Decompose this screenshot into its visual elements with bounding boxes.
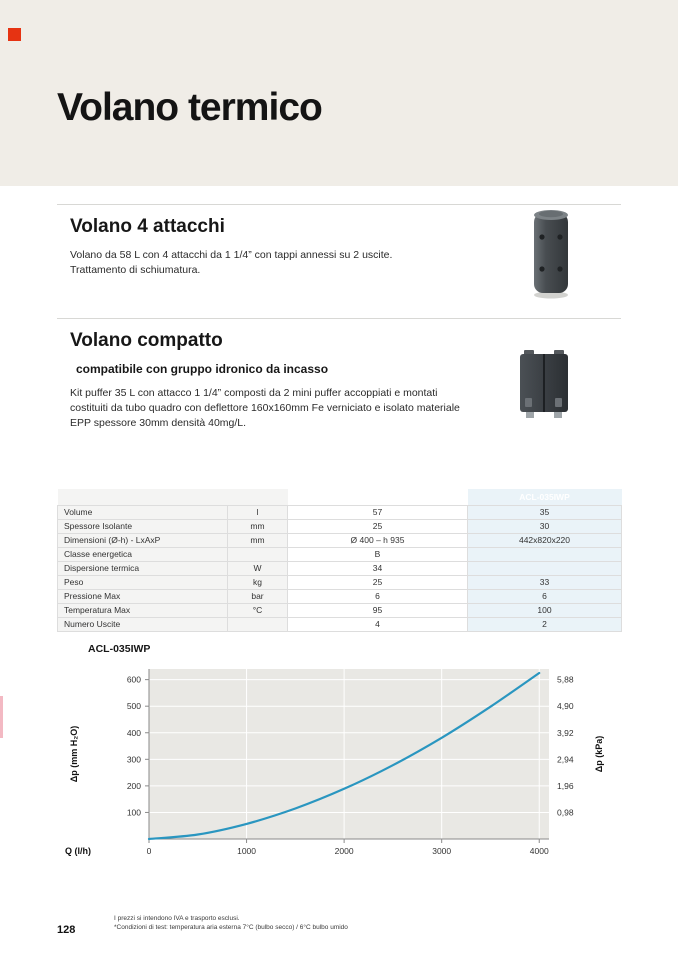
spec-cell-val2: 100 — [468, 603, 622, 617]
svg-text:2,94: 2,94 — [557, 754, 574, 765]
page-number: 128 — [57, 924, 76, 936]
section-body-line: Trattamento di schiumatura. — [70, 264, 201, 276]
spec-cell-unit: W — [228, 561, 288, 575]
svg-text:1,96: 1,96 — [557, 780, 574, 791]
spec-table-row — [58, 561, 622, 575]
spec-cell-unit — [228, 617, 288, 631]
spec-header-empty-label — [58, 489, 228, 505]
spec-header-acl035: ACL-035IWP — [468, 489, 622, 505]
svg-text:2000: 2000 — [334, 846, 354, 856]
section-divider — [57, 318, 621, 319]
spec-cell-label: Peso — [58, 575, 228, 589]
section-subtitle: compatibile con gruppo idronico da incasso — [76, 362, 329, 376]
section-title: Volano 4 attacchi — [70, 216, 225, 237]
svg-text:5,88: 5,88 — [557, 674, 574, 685]
page-title: Volano termico — [57, 86, 322, 129]
spec-table-row — [58, 589, 622, 603]
tank-product-image — [530, 205, 572, 301]
svg-text:600: 600 — [126, 674, 141, 685]
section-body-line: Volano da 58 L con 4 attacchi da 1 1/4” con tappi annessi su 2 uscite. — [70, 249, 393, 261]
spec-cell-val: 34 — [288, 561, 468, 575]
spec-header-acl050: ACL-050WP — [288, 489, 468, 505]
spec-cell-val2: 33 — [468, 575, 622, 589]
spec-cell-unit — [228, 547, 288, 561]
spec-table — [57, 489, 622, 632]
chart-title: ACL-035IWP — [88, 643, 151, 655]
spec-cell-val2: 30 — [468, 519, 622, 533]
section-title: Volano compatto — [70, 330, 223, 351]
spec-cell-unit: bar — [228, 589, 288, 603]
spec-cell-label: Spessore Isolante — [58, 519, 228, 533]
svg-text:3,92: 3,92 — [557, 727, 574, 738]
pressure-drop-chart — [57, 661, 617, 879]
svg-text:100: 100 — [126, 807, 141, 818]
spec-cell-val2: 2 — [468, 617, 622, 631]
spec-cell-unit: kg — [228, 575, 288, 589]
spec-cell-val: Ø 400 – h 935 — [288, 533, 468, 547]
spec-cell-unit: °C — [228, 603, 288, 617]
spec-cell-unit: l — [228, 505, 288, 519]
spec-cell-unit: mm — [228, 519, 288, 533]
spec-cell-val: 57 — [288, 505, 468, 519]
svg-text:Δp (mm H₂O): Δp (mm H₂O) — [69, 725, 79, 783]
spec-table-row — [58, 603, 622, 617]
spec-table-row — [58, 519, 622, 533]
svg-text:3000: 3000 — [432, 846, 452, 856]
spec-table-header-row — [58, 489, 622, 505]
svg-text:500: 500 — [126, 701, 141, 712]
svg-text:4,90: 4,90 — [557, 701, 574, 712]
footnote-test-conditions: *Condizioni di test: temperatura aria esterna 7°C (bulbo secco) / 6°C bulbo umido — [114, 923, 348, 931]
spec-table-row — [58, 617, 622, 631]
section-body: Kit puffer 35 L con attacco 1 1/4” composti da 2 mini puffer accoppiati e montati costituiti da tubo quadro con deflettore 160x160mm Fe verniciato e isolato materiale EPP spessore 30mm densità 40mg/L. — [70, 387, 460, 429]
spec-cell-label: Numero Uscite — [58, 617, 228, 631]
footnotes — [114, 915, 348, 932]
spec-cell-label: Dispersione termica — [58, 561, 228, 575]
spec-table-row — [58, 533, 622, 547]
svg-text:4000: 4000 — [529, 846, 549, 856]
spec-table-row — [58, 547, 622, 561]
spec-cell-val2: 6 — [468, 589, 622, 603]
spec-cell-val: 25 — [288, 575, 468, 589]
section-volano-4-attacchi — [70, 216, 510, 278]
spec-cell-val: 95 — [288, 603, 468, 617]
spec-header-empty-unit — [228, 489, 288, 505]
svg-text:0,98: 0,98 — [557, 807, 574, 818]
spec-cell-val: 6 — [288, 589, 468, 603]
svg-text:0: 0 — [146, 846, 152, 856]
brand-accent-square — [8, 28, 21, 41]
spec-cell-label: Temperatura Max — [58, 603, 228, 617]
footnote-prices: I prezzi si intendono IVA e trasporto esclusi. — [114, 915, 240, 922]
svg-text:400: 400 — [126, 727, 141, 738]
spec-cell-val2: 442x820x220 — [468, 533, 622, 547]
svg-text:1000: 1000 — [237, 846, 257, 856]
spec-cell-unit: mm — [228, 533, 288, 547]
spec-table-row — [58, 575, 622, 589]
spec-cell-val2 — [468, 547, 622, 561]
spec-cell-val: B — [288, 547, 468, 561]
svg-text:300: 300 — [126, 754, 141, 765]
spec-cell-val2 — [468, 561, 622, 575]
svg-text:Δp (kPa): Δp (kPa) — [594, 735, 604, 773]
spec-cell-label: Dimensioni (Ø-h) - LxAxP — [58, 533, 228, 547]
spec-table-body — [58, 505, 622, 631]
side-tab-marker — [0, 696, 3, 738]
spec-cell-label: Classe energetica — [58, 547, 228, 561]
svg-text:Q (l/h): Q (l/h) — [65, 846, 91, 856]
spec-cell-label: Pressione Max — [58, 589, 228, 603]
pressure-drop-chart-block — [57, 643, 621, 884]
compact-product-image — [517, 348, 571, 422]
spec-cell-val: 25 — [288, 519, 468, 533]
svg-text:200: 200 — [126, 780, 141, 791]
header-band — [0, 0, 678, 186]
spec-cell-val2: 35 — [468, 505, 622, 519]
spec-cell-label: Volume — [58, 505, 228, 519]
section-volano-compatto — [70, 330, 490, 431]
spec-table-head — [58, 489, 622, 505]
spec-table-row — [58, 505, 622, 519]
spec-cell-val: 4 — [288, 617, 468, 631]
